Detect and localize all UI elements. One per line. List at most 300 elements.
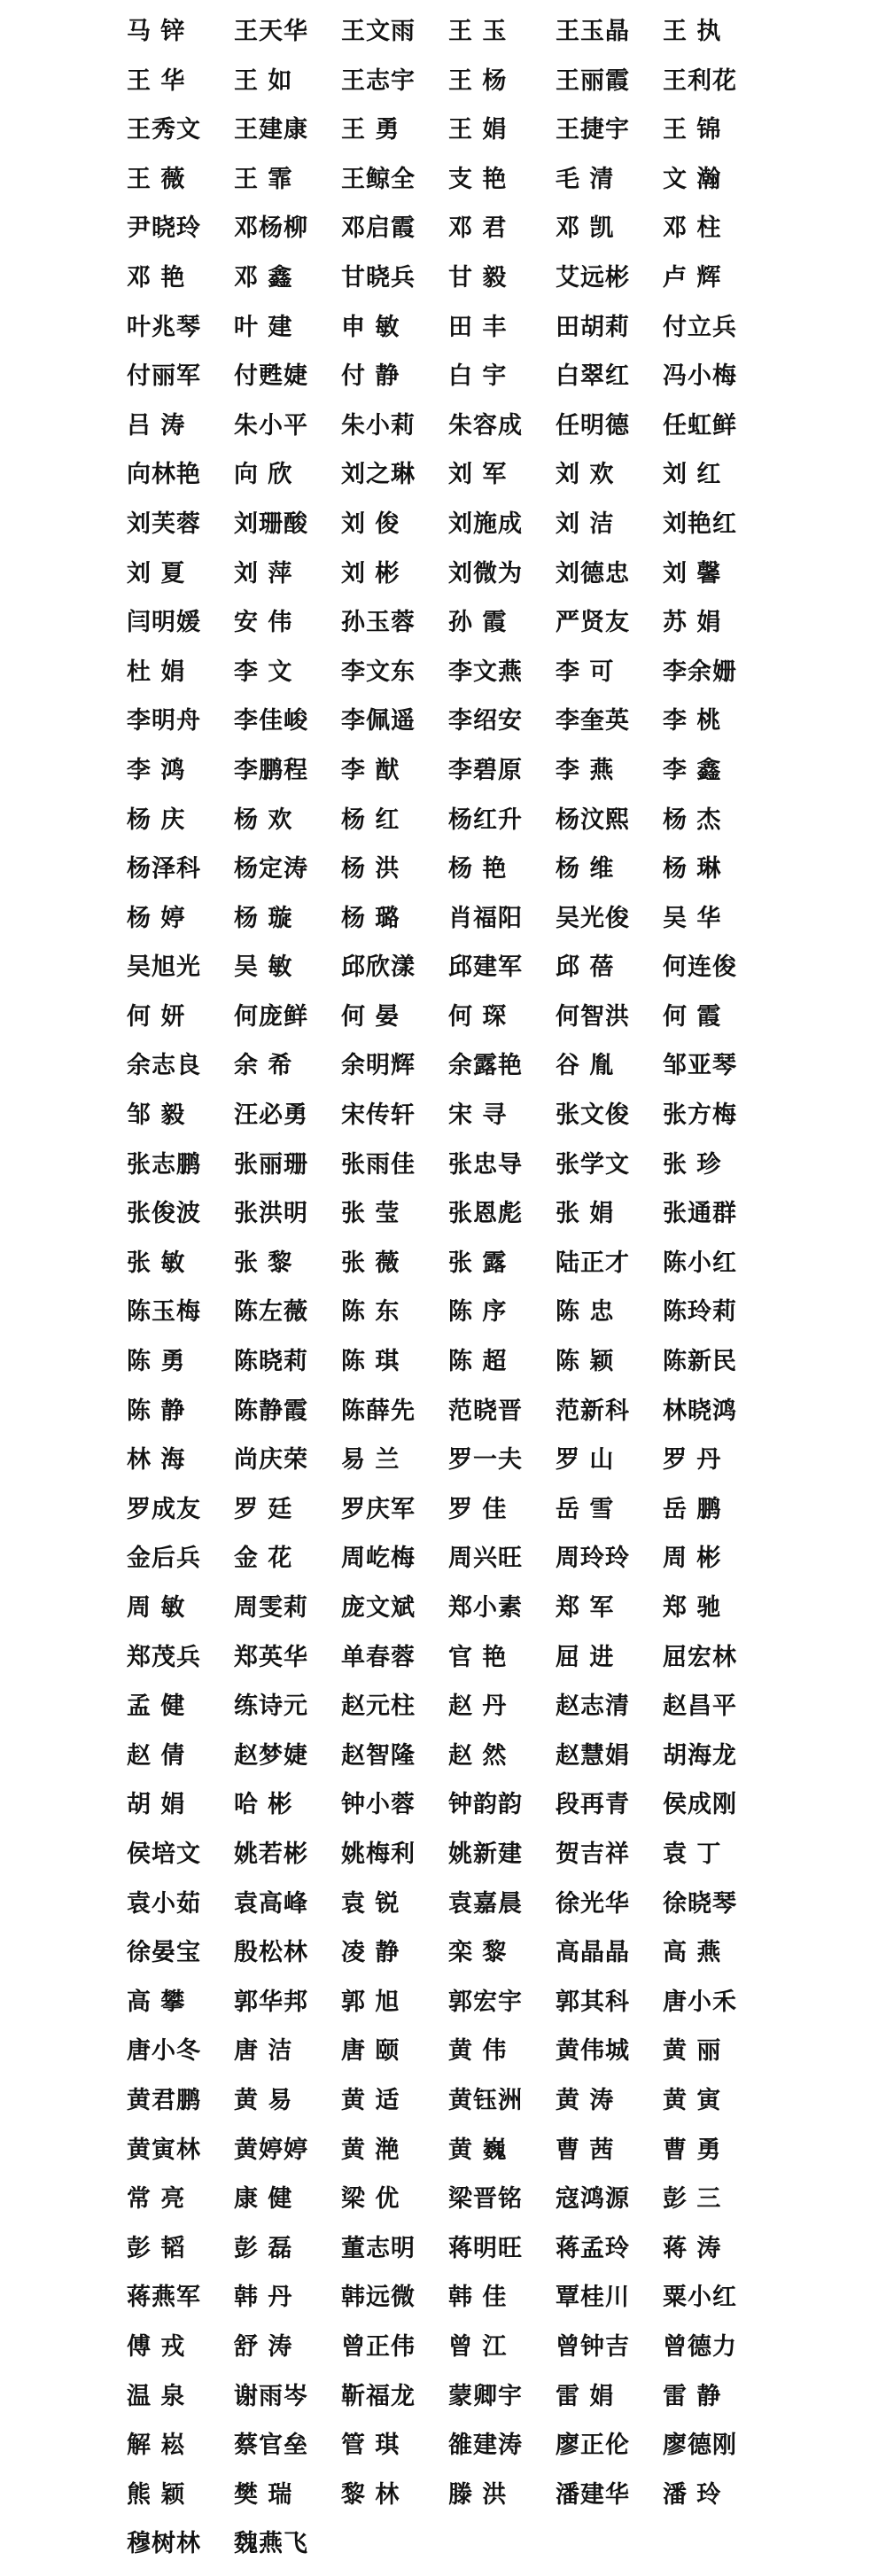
name-entry: 温 泉	[127, 2382, 186, 2410]
name-entry: 邱建军	[448, 953, 523, 982]
name-entry: 熊 颖	[127, 2480, 186, 2509]
name-entry: 侯培文	[127, 1840, 201, 1868]
name-entry: 陈 勇	[127, 1348, 186, 1376]
name-entry: 陆正才	[556, 1249, 630, 1277]
name-entry: 蒋 涛	[663, 2234, 722, 2262]
name-entry: 王利花	[663, 66, 737, 95]
name-entry: 宋传轩	[341, 1101, 416, 1130]
name-entry: 王天华	[234, 18, 308, 45]
name-entry: 解 崧	[127, 2432, 186, 2460]
name-entry: 尚庆荣	[234, 1446, 308, 1475]
name-entry: 傅 戎	[127, 2332, 186, 2361]
name-entry: 吴 敏	[234, 953, 293, 982]
name-entry: 赵慧娟	[556, 1741, 630, 1770]
name-entry: 李奎英	[556, 707, 630, 735]
name-entry: 曾钟吉	[556, 2332, 630, 2361]
name-entry: 余露艳	[448, 1052, 523, 1080]
name-entry: 李文燕	[448, 658, 523, 686]
name-entry: 殷松林	[234, 1939, 308, 1967]
name-entry: 张丽珊	[234, 1150, 308, 1179]
name-entry: 张 敏	[127, 1249, 186, 1277]
name-entry: 姚梅利	[341, 1840, 416, 1868]
name-entry: 刘 洁	[556, 510, 615, 538]
name-entry: 李 桃	[663, 707, 722, 735]
name-entry: 粟小红	[663, 2284, 737, 2312]
name-entry: 高晶晶	[556, 1939, 630, 1967]
name-entry: 罗庆军	[341, 1495, 416, 1523]
name-entry: 李余姗	[663, 658, 737, 686]
name-entry: 黄 滟	[341, 2136, 400, 2164]
name-entry: 钟小蓉	[341, 1791, 416, 1819]
name-entry: 吴光俊	[556, 904, 630, 932]
name-entry: 梁晋铭	[448, 2185, 523, 2214]
name-entry: 廖正伦	[556, 2432, 630, 2460]
name-entry: 陈 颖	[556, 1348, 615, 1376]
name-entry: 余明辉	[341, 1052, 416, 1080]
name-entry: 官 艳	[448, 1643, 508, 1671]
name-entry: 张文俊	[556, 1101, 630, 1130]
name-entry: 段再青	[556, 1791, 630, 1819]
name-entry: 韩远微	[341, 2284, 416, 2312]
name-entry: 陈静霞	[234, 1397, 308, 1425]
name-entry: 任虹鲜	[663, 411, 737, 440]
name-entry: 李 鸿	[127, 756, 186, 784]
name-entry: 潘 玲	[663, 2480, 722, 2509]
name-entry: 黄寅林	[127, 2136, 201, 2164]
name-list	[127, 14, 782, 2576]
name-entry: 艾远彬	[556, 263, 630, 292]
name-entry: 彭 三	[663, 2185, 722, 2214]
name-entry: 范新科	[556, 1397, 630, 1425]
name-entry: 郭其科	[556, 1988, 630, 2016]
name-entry: 李鹏程	[234, 756, 308, 784]
name-entry: 李 可	[556, 658, 615, 686]
name-entry: 何智洪	[556, 1002, 630, 1031]
name-entry: 黄婷婷	[234, 2136, 308, 2164]
name-entry: 贺吉祥	[556, 1840, 630, 1868]
name-entry: 支 艳	[448, 165, 508, 193]
name-entry: 罗一夫	[448, 1446, 523, 1475]
name-entry: 陈玲莉	[663, 1298, 737, 1327]
name-entry: 李 文	[234, 658, 293, 686]
name-entry: 陈 琪	[341, 1348, 400, 1376]
name-entry: 张志鹏	[127, 1150, 201, 1179]
name-entry: 王丽霞	[556, 66, 630, 95]
name-entry: 凌 静	[341, 1939, 400, 1967]
name-entry: 赵昌平	[663, 1693, 737, 1721]
name-entry: 郭宏宇	[448, 1988, 523, 2016]
name-entry: 郑 驰	[663, 1594, 722, 1622]
name-entry: 郭华邦	[234, 1988, 308, 2016]
name-entry: 周兴旺	[448, 1545, 523, 1573]
name-entry: 谷 胤	[556, 1052, 615, 1080]
name-entry: 姚若彬	[234, 1840, 308, 1868]
name-entry: 付甦婕	[234, 362, 308, 391]
name-entry: 严贤友	[556, 609, 630, 637]
name-entry: 黄 适	[341, 2086, 400, 2114]
name-entry: 刘 萍	[234, 559, 293, 588]
name-entry: 刘 馨	[663, 559, 722, 588]
name-entry: 唐小禾	[663, 1988, 737, 2016]
name-entry: 刘 红	[663, 461, 722, 489]
name-entry: 王 杨	[448, 66, 508, 95]
name-entry: 杨 璇	[234, 904, 293, 932]
name-entry: 刘微为	[448, 559, 523, 588]
name-entry: 杨 婷	[127, 904, 186, 932]
name-entry: 潘建华	[556, 2480, 630, 2509]
name-entry: 陈玉梅	[127, 1298, 201, 1327]
name-entry: 彭 韬	[127, 2234, 186, 2262]
name-entry: 李 燕	[556, 756, 615, 784]
name-entry: 郑 军	[556, 1594, 615, 1622]
name-entry: 王 霏	[234, 165, 293, 193]
name-entry: 彭 磊	[234, 2234, 293, 2262]
name-entry: 黄 丽	[663, 2037, 722, 2066]
name-entry: 罗成友	[127, 1495, 201, 1523]
name-entry: 张学文	[556, 1150, 630, 1179]
name-entry: 赵 丹	[448, 1693, 508, 1721]
name-entry: 蒋明旺	[448, 2234, 523, 2262]
name-entry: 谢雨岑	[234, 2382, 308, 2410]
name-entry: 吴旭光	[127, 953, 201, 982]
name-entry: 李明舟	[127, 707, 201, 735]
name-entry: 马 锌	[127, 18, 186, 45]
name-entry: 陈左薇	[234, 1298, 308, 1327]
name-entry: 常 亮	[127, 2185, 186, 2214]
name-entry: 田胡莉	[556, 313, 630, 341]
name-entry: 赵 然	[448, 1741, 508, 1770]
name-entry: 廖德刚	[663, 2432, 737, 2460]
name-entry: 杨 欢	[234, 805, 293, 834]
name-entry: 曾德力	[663, 2332, 737, 2361]
name-entry: 孙玉蓉	[341, 609, 416, 637]
name-entry: 邓 艳	[127, 263, 186, 292]
name-entry: 赵梦婕	[234, 1741, 308, 1770]
name-entry: 高 攀	[127, 1988, 186, 2016]
name-entry: 卢 辉	[663, 263, 722, 292]
name-entry: 孟 健	[127, 1693, 186, 1721]
name-entry: 周雯莉	[234, 1594, 308, 1622]
name-entry: 曹 勇	[663, 2136, 722, 2164]
name-entry: 杨 红	[341, 805, 400, 834]
name-entry: 韩 丹	[234, 2284, 293, 2312]
name-entry: 刘芙蓉	[127, 510, 201, 538]
name-entry: 罗 山	[556, 1446, 615, 1475]
name-entry: 何 琛	[448, 1002, 508, 1031]
name-entry: 徐晓琴	[663, 1889, 737, 1918]
name-entry: 申 敏	[341, 313, 400, 341]
name-entry: 唐小冬	[127, 2037, 201, 2066]
name-entry: 邱欣漾	[341, 953, 416, 982]
name-entry: 刘 军	[448, 461, 508, 489]
name-entry: 郭 旭	[341, 1988, 400, 2016]
name-entry: 唐 颐	[341, 2037, 400, 2066]
name-entry: 刘艳红	[663, 510, 737, 538]
name-entry: 侯成刚	[663, 1791, 737, 1819]
name-entry: 蒋燕军	[127, 2284, 201, 2312]
name-entry: 王 锦	[663, 116, 722, 144]
name-entry: 王 娟	[448, 116, 508, 144]
name-entry: 杜 娟	[127, 658, 186, 686]
name-entry: 刘 夏	[127, 559, 186, 588]
name-entry: 袁 锐	[341, 1889, 400, 1918]
name-entry: 姚新建	[448, 1840, 523, 1868]
name-entry: 余志良	[127, 1052, 201, 1080]
name-entry: 练诗元	[234, 1693, 308, 1721]
name-entry: 冯小梅	[663, 362, 737, 391]
name-entry: 梁 优	[341, 2185, 400, 2214]
name-entry: 刘 欢	[556, 461, 615, 489]
name-entry: 胡 娟	[127, 1791, 186, 1819]
name-entry: 张雨佳	[341, 1150, 416, 1179]
name-entry: 岳 鹏	[663, 1495, 722, 1523]
name-entry: 李 鑫	[663, 756, 722, 784]
name-entry: 舒 涛	[234, 2332, 293, 2361]
name-entry: 邹亚琴	[663, 1052, 737, 1080]
name-entry: 李佳峻	[234, 707, 308, 735]
name-entry: 李绍安	[448, 707, 523, 735]
name-entry: 付立兵	[663, 313, 737, 341]
name-entry: 管 琪	[341, 2432, 400, 2460]
name-entry: 王文雨	[341, 18, 416, 45]
name-entry: 王鲸全	[341, 165, 416, 193]
name-entry: 钟韵韵	[448, 1791, 523, 1819]
name-entry: 黄 巍	[448, 2136, 508, 2164]
name-entry: 魏燕飞	[234, 2530, 308, 2558]
name-entry: 易 兰	[341, 1446, 400, 1475]
name-entry: 王捷宇	[556, 116, 630, 144]
name-entry: 赵智隆	[341, 1741, 416, 1770]
name-entry: 杨 洪	[341, 855, 400, 883]
name-entry: 蔡官垒	[234, 2432, 308, 2460]
name-entry: 刘之琳	[341, 461, 416, 489]
name-entry: 周玲玲	[556, 1545, 630, 1573]
name-entry: 邓 鑫	[234, 263, 293, 292]
name-entry: 徐晏宝	[127, 1939, 201, 1967]
name-entry: 苏 娟	[663, 609, 722, 637]
name-entry: 何 晏	[341, 1002, 400, 1031]
name-entry: 张 莹	[341, 1200, 400, 1228]
name-entry: 余 希	[234, 1052, 293, 1080]
name-entry: 王 玉	[448, 18, 508, 45]
name-entry: 文 瀚	[663, 165, 722, 193]
name-entry: 周 彬	[663, 1545, 722, 1573]
name-entry: 张俊波	[127, 1200, 201, 1228]
name-entry: 向林艳	[127, 461, 201, 489]
name-entry: 叶 建	[234, 313, 293, 341]
name-entry: 何 霞	[663, 1002, 722, 1031]
name-entry: 尹晓玲	[127, 214, 201, 243]
name-entry: 何连俊	[663, 953, 737, 982]
name-entry: 黎 林	[341, 2480, 400, 2509]
name-entry: 毛 清	[556, 165, 615, 193]
name-entry: 黄 涛	[556, 2086, 615, 2114]
name-entry: 蒋孟玲	[556, 2234, 630, 2262]
name-entry: 郑英华	[234, 1643, 308, 1671]
name-entry: 罗 佳	[448, 1495, 508, 1523]
name-entry: 陈 超	[448, 1348, 508, 1376]
name-entry: 庞文斌	[341, 1594, 416, 1622]
name-entry: 张 露	[448, 1249, 508, 1277]
name-entry: 栾 黎	[448, 1939, 508, 1967]
name-entry: 朱小平	[234, 411, 308, 440]
name-entry: 任明德	[556, 411, 630, 440]
name-entry: 雷 静	[663, 2382, 722, 2410]
name-entry: 黄 伟	[448, 2037, 508, 2066]
name-entry: 张 珍	[663, 1150, 722, 1179]
name-entry: 宋 寻	[448, 1101, 508, 1130]
name-entry: 安 伟	[234, 609, 293, 637]
name-entry: 白 宇	[448, 362, 508, 391]
name-entry: 靳福龙	[341, 2382, 416, 2410]
name-entry: 王 如	[234, 66, 293, 95]
name-entry: 邓 柱	[663, 214, 722, 243]
name-entry: 吴 华	[663, 904, 722, 932]
name-entry: 覃桂川	[556, 2284, 630, 2312]
name-entry: 陈新民	[663, 1348, 737, 1376]
name-entry: 张通群	[663, 1200, 737, 1228]
name-entry: 陈 序	[448, 1298, 508, 1327]
name-entry: 刘珊酸	[234, 510, 308, 538]
name-entry: 岳 雪	[556, 1495, 615, 1523]
name-entry: 金后兵	[127, 1545, 201, 1573]
name-entry: 徐光华	[556, 1889, 630, 1918]
name-entry: 杨 琳	[663, 855, 722, 883]
name-entry: 罗 丹	[663, 1446, 722, 1475]
name-entry: 陈薛先	[341, 1397, 416, 1425]
name-entry: 陈小红	[663, 1249, 737, 1277]
name-entry: 王志宇	[341, 66, 416, 95]
name-entry: 康 健	[234, 2185, 293, 2214]
name-entry: 滕 洪	[448, 2480, 508, 2509]
name-entry: 屈宏林	[663, 1643, 737, 1671]
name-entry: 胡海龙	[663, 1741, 737, 1770]
name-entry: 杨 维	[556, 855, 615, 883]
name-entry: 曾正伟	[341, 2332, 416, 2361]
name-entry: 王 执	[663, 18, 722, 45]
name-entry: 朱小莉	[341, 411, 416, 440]
name-entry: 王建康	[234, 116, 308, 144]
name-entry: 袁小茹	[127, 1889, 201, 1918]
name-entry: 林 海	[127, 1446, 186, 1475]
name-entry: 黄君鹏	[127, 2086, 201, 2114]
name-entry: 袁高峰	[234, 1889, 308, 1918]
name-entry: 向 欣	[234, 461, 293, 489]
name-entry: 王玉晶	[556, 18, 630, 45]
name-entry: 闫明媛	[127, 609, 201, 637]
name-entry: 何庞鲜	[234, 1002, 308, 1031]
name-entry: 周屹梅	[341, 1545, 416, 1573]
name-entry: 张恩彪	[448, 1200, 523, 1228]
name-entry: 邹 毅	[127, 1101, 186, 1130]
name-entry: 陈 东	[341, 1298, 400, 1327]
name-entry: 寇鸿源	[556, 2185, 630, 2214]
name-entry: 黄伟城	[556, 2037, 630, 2066]
name-entry: 雒建涛	[448, 2432, 523, 2460]
name-entry: 杨 艳	[448, 855, 508, 883]
name-entry: 赵元柱	[341, 1693, 416, 1721]
name-entry: 王 勇	[341, 116, 400, 144]
name-entry: 邓杨柳	[234, 214, 308, 243]
name-entry: 陈 静	[127, 1397, 186, 1425]
name-entry: 杨 庆	[127, 805, 186, 834]
name-entry: 韩 佳	[448, 2284, 508, 2312]
name-entry: 赵志清	[556, 1693, 630, 1721]
name-entry: 屈 进	[556, 1643, 615, 1671]
name-entry: 甘 毅	[448, 263, 508, 292]
name-entry: 杨汶熙	[556, 805, 630, 834]
name-entry: 曾 江	[448, 2332, 508, 2361]
name-entry: 赵 倩	[127, 1741, 186, 1770]
name-entry: 郑茂兵	[127, 1643, 201, 1671]
name-entry: 吕 涛	[127, 411, 186, 440]
name-entry: 叶兆琴	[127, 313, 201, 341]
name-entry: 邓 君	[448, 214, 508, 243]
name-entry: 张 娟	[556, 1200, 615, 1228]
name-entry: 张洪明	[234, 1200, 308, 1228]
name-entry: 王 薇	[127, 165, 186, 193]
name-entry: 何 妍	[127, 1002, 186, 1031]
name-entry: 汪必勇	[234, 1101, 308, 1130]
name-entry: 袁 丁	[663, 1840, 722, 1868]
name-entry: 金 花	[234, 1545, 293, 1573]
name-entry: 张 黎	[234, 1249, 293, 1277]
name-entry: 刘德忠	[556, 559, 630, 588]
name-entry: 张 薇	[341, 1249, 400, 1277]
name-entry: 甘晓兵	[341, 263, 416, 292]
name-entry: 范晓晋	[448, 1397, 523, 1425]
name-entry: 黄 易	[234, 2086, 293, 2114]
name-entry: 郑小素	[448, 1594, 523, 1622]
name-entry: 穆树林	[127, 2530, 201, 2558]
name-entry: 黄 寅	[663, 2086, 722, 2114]
name-entry: 杨泽科	[127, 855, 201, 883]
name-entry: 王 华	[127, 66, 186, 95]
name-entry: 杨定涛	[234, 855, 308, 883]
name-entry: 单春蓉	[341, 1643, 416, 1671]
name-entry: 孙 霞	[448, 609, 508, 637]
name-entry: 付丽军	[127, 362, 201, 391]
name-entry: 付 静	[341, 362, 400, 391]
name-entry: 杨 杰	[663, 805, 722, 834]
name-entry: 唐 洁	[234, 2037, 293, 2066]
name-entry: 黄钰洲	[448, 2086, 523, 2114]
name-entry: 王秀文	[127, 116, 201, 144]
name-entry: 陈晓莉	[234, 1348, 308, 1376]
name-entry: 袁嘉晨	[448, 1889, 523, 1918]
name-entry: 田 丰	[448, 313, 508, 341]
name-entry: 朱容成	[448, 411, 523, 440]
name-entry: 白翠红	[556, 362, 630, 391]
name-entry: 张方梅	[663, 1101, 737, 1130]
name-entry: 邓 凯	[556, 214, 615, 243]
name-entry: 曹 茜	[556, 2136, 615, 2164]
name-entry: 李 猷	[341, 756, 400, 784]
name-entry: 刘施成	[448, 510, 523, 538]
name-entry: 蒙卿宇	[448, 2382, 523, 2410]
name-entry: 李佩遥	[341, 707, 416, 735]
name-entry: 董志明	[341, 2234, 416, 2262]
name-entry: 罗 廷	[234, 1495, 293, 1523]
name-entry: 邱 蓓	[556, 953, 615, 982]
name-entry: 肖福阳	[448, 904, 523, 932]
name-entry: 刘 俊	[341, 510, 400, 538]
name-entry: 张忠导	[448, 1150, 523, 1179]
name-entry: 雷 娟	[556, 2382, 615, 2410]
name-entry: 陈 忠	[556, 1298, 615, 1327]
name-entry: 林晓鸿	[663, 1397, 737, 1425]
name-entry: 刘 彬	[341, 559, 400, 588]
